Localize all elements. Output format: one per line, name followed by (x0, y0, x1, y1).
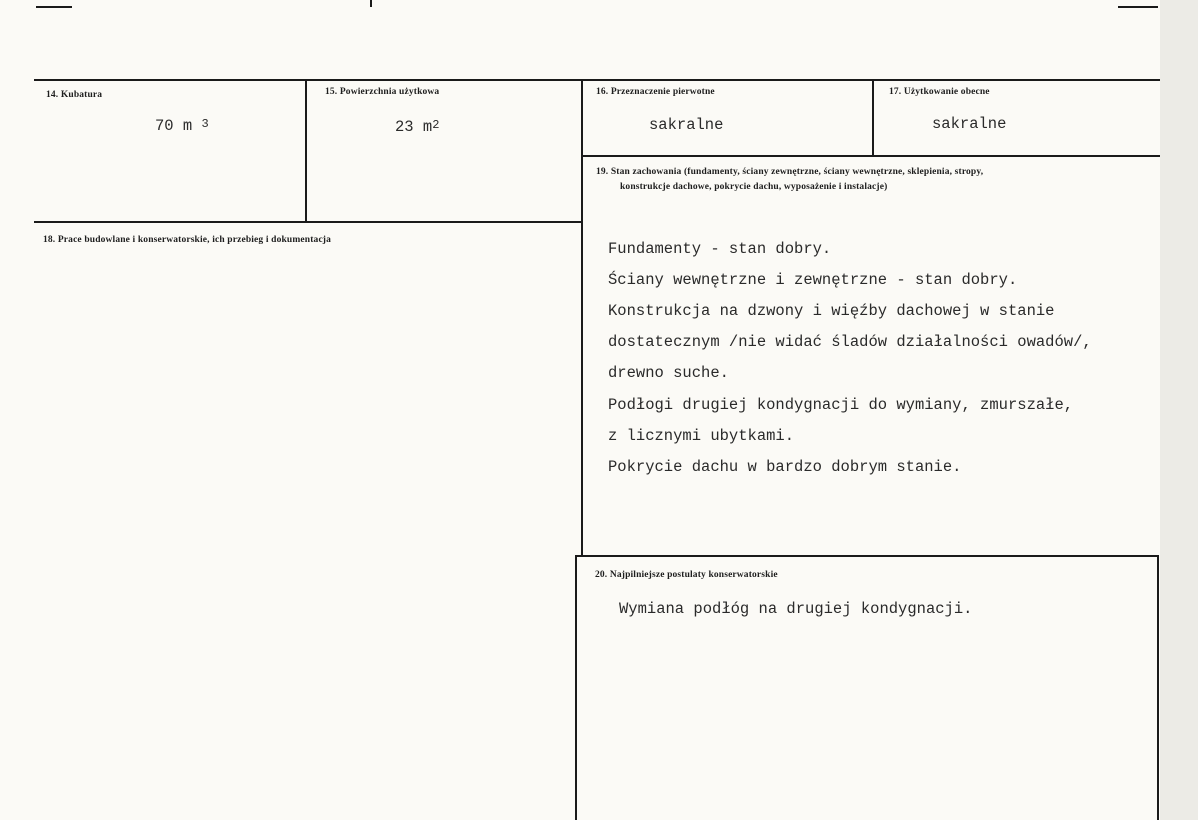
stan-line: dostatecznym /nie widać śladów działalności owadów/, (608, 333, 1092, 352)
top-mark-right (1118, 6, 1158, 8)
kubatura-value: 70 m $^3$ (155, 117, 209, 135)
top-mark-left (36, 6, 72, 8)
stan-label-line2: konstrukcje dachowe, pokrycie dachu, wyposażenie i instalacje) (620, 182, 888, 192)
top-mark-center (370, 0, 372, 7)
uzytkowanie-label: 17. Użytkowanie obecne (889, 87, 990, 97)
postulaty-value: Wymiana podłóg na drugiej kondygnacji. (619, 600, 973, 618)
divider-main-bottom (575, 555, 577, 820)
stan-line: Ściany wewnętrzne i zewnętrzne - stan dobry. (608, 270, 1018, 289)
stan-line: Konstrukcja na dzwony i więźby dachowej w stanie (608, 301, 1055, 320)
uzytkowanie-value: sakralne (932, 115, 1007, 133)
stan-line: Pokrycie dachu w bardzo dobrym stanie. (608, 457, 962, 476)
kubatura-unit-exponent: 3 (201, 117, 209, 131)
row1-bottom-left (34, 221, 583, 223)
powierzchnia-unit-exponent: 2 (432, 118, 440, 132)
stan-label-line1: 19. Stan zachowania (fundamenty, ściany zewnętrzne, ściany wewnętrzne, sklepienia, stropy, (596, 167, 984, 177)
stan-line: z licznymi ubytkami. (608, 426, 795, 445)
stan-text (608, 226, 1092, 491)
powierzchnia-value: 23 $m^2$ (395, 118, 440, 136)
prace-label: 18. Prace budowlane i konserwatorskie, ich przebieg i dokumentacja (43, 235, 332, 245)
divider-right-edge (1157, 555, 1159, 820)
stan-line: drewno suche. (608, 364, 729, 383)
przeznaczenie-label: 16. Przeznaczenie pierwotne (596, 87, 715, 97)
divider-14-15 (305, 79, 307, 222)
divider-16-17 (872, 79, 874, 156)
divider-main-top (581, 79, 583, 556)
stan-line: Fundamenty - stan dobry. (608, 239, 832, 258)
przeznaczenie-value: sakralne (649, 116, 724, 134)
row1-bottom-right (582, 155, 1160, 157)
kubatura-label: 14. Kubatura (46, 90, 103, 100)
powierzchnia-label: 15. Powierzchnia użytkowa (325, 87, 440, 97)
postulaty-label: 20. Najpilniejsze postulaty konserwatorskie (595, 570, 778, 580)
section-20-top (577, 555, 1159, 557)
top-border (34, 79, 1160, 81)
stan-line: Podłogi drugiej kondygnacji do wymiany, zmurszałe, (608, 395, 1074, 414)
page-edge (1160, 0, 1198, 820)
